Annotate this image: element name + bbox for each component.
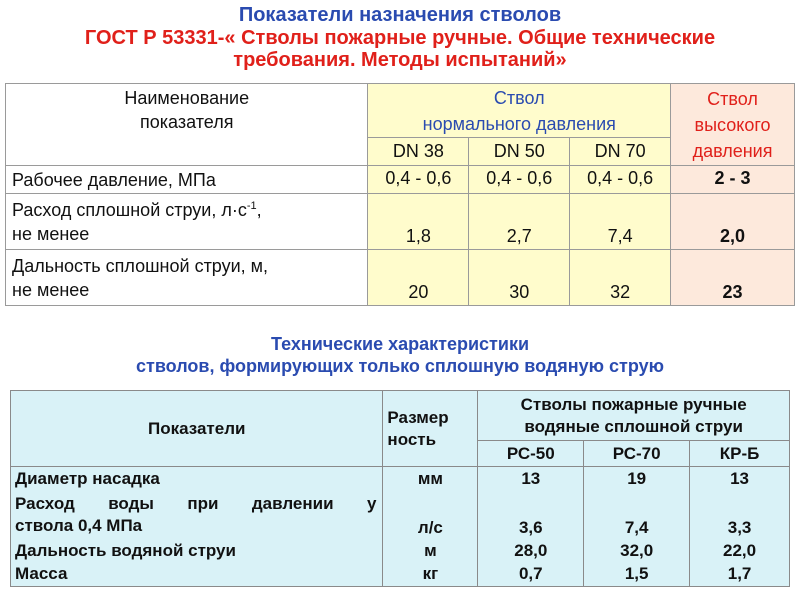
table-row — [6, 194, 795, 250]
header-name-cell — [6, 84, 368, 166]
cell-value: 0,4 - 0,6 — [469, 166, 570, 194]
header-model-rs70: РС-70 — [584, 441, 690, 467]
header-high-line-3: давления — [692, 140, 773, 161]
header-dimension-line-1: Размер — [387, 407, 449, 427]
cell-value: 2,7 — [469, 194, 570, 250]
cell-value: 32,0 — [584, 539, 690, 563]
header-dimension-line-2: ность — [387, 429, 437, 449]
cell-value: 30 — [469, 250, 570, 306]
header-normal-line-2: нормального давления — [422, 113, 616, 134]
cell-value: 7,4 — [584, 491, 690, 539]
row-label-line-2: не менее — [12, 279, 90, 300]
cell-value: 3,6 — [478, 491, 584, 539]
table-row — [6, 166, 795, 194]
header-dn-38: DN 38 — [368, 138, 469, 166]
header-high-line-2: высокого — [694, 114, 771, 135]
section-2-line-2: стволов, формирующих только сплошную водяную струю — [136, 356, 664, 376]
row-unit: м — [383, 539, 478, 563]
cell-value-high: 2,0 — [671, 194, 795, 250]
row-label: Диаметр насадка — [11, 467, 383, 491]
table-row — [11, 491, 790, 539]
title-line-2: ГОСТ Р 53331-« Стволы пожарные ручные. Общие технические — [84, 27, 716, 49]
header-normal-line-1: Ствол — [493, 87, 545, 108]
row-label — [11, 491, 383, 539]
header-indicators: Показатели — [11, 391, 383, 467]
table-row — [6, 250, 795, 306]
row-label: Дальность водяной струи — [11, 539, 383, 563]
header-normal-pressure — [368, 84, 671, 138]
cell-value: 32 — [570, 250, 671, 306]
cell-value: 1,7 — [690, 563, 790, 587]
header-dn-50: DN 50 — [469, 138, 570, 166]
table-row — [11, 539, 790, 563]
header-name-line-1: Наименование — [124, 88, 250, 108]
header-dn-70: DN 70 — [570, 138, 671, 166]
solid-jet-nozzle-table — [10, 390, 790, 587]
header-model-krb: КР-Б — [690, 441, 790, 467]
cell-value: 0,7 — [478, 563, 584, 587]
header-name-line-2: показателя — [140, 112, 234, 132]
cell-value: 13 — [690, 467, 790, 491]
nozzle-purpose-table — [5, 83, 795, 306]
header-group-line-2: водяные сплошной струи — [524, 416, 743, 436]
row-label — [6, 194, 368, 250]
header-high-line-1: Ствол — [707, 88, 758, 109]
row-unit: кг — [383, 563, 478, 587]
row-label — [6, 250, 368, 306]
cell-value: 0,4 - 0,6 — [368, 166, 469, 194]
header-dimension — [383, 391, 478, 467]
row-label-text: Расход сплошной струи, л·с — [12, 199, 247, 220]
cell-value-high: 2 - 3 — [671, 166, 795, 194]
section-2-title — [0, 333, 800, 377]
header-model-rs50: РС-50 — [478, 441, 584, 467]
row-label-superscript: -1 — [246, 199, 257, 212]
section-2-line-1: Технические характеристики — [270, 334, 530, 354]
row-unit: мм — [383, 467, 478, 491]
row-label-line-2: не менее — [12, 223, 90, 244]
row-label-line-1: Дальность сплошной струи, м, — [12, 255, 269, 276]
cell-value-high: 23 — [671, 250, 795, 306]
cell-value: 28,0 — [478, 539, 584, 563]
cell-value: 20 — [368, 250, 469, 306]
table-row — [11, 467, 790, 491]
cell-value: 7,4 — [570, 194, 671, 250]
row-label: Масса — [11, 563, 383, 587]
title-block — [0, 4, 800, 71]
row-label: Рабочее давление, МПа — [6, 166, 368, 194]
cell-value: 0,4 - 0,6 — [570, 166, 671, 194]
cell-value: 1,5 — [584, 563, 690, 587]
cell-value: 19 — [584, 467, 690, 491]
row-label-line-2: ствола 0,4 МПа — [15, 515, 143, 535]
cell-value: 13 — [478, 467, 584, 491]
title-line-1: Показатели назначения стволов — [238, 4, 562, 26]
title-line-3: требования. Методы испытаний» — [233, 49, 567, 71]
row-unit: л/с — [383, 491, 478, 539]
cell-value: 1,8 — [368, 194, 469, 250]
header-high-pressure — [671, 84, 795, 166]
header-nozzle-group — [478, 391, 790, 441]
row-label-line-1: Расход воды при давлении у — [15, 493, 377, 513]
cell-value: 22,0 — [690, 539, 790, 563]
table-row — [11, 563, 790, 587]
row-label-tail: , — [256, 199, 262, 220]
header-group-line-1: Стволы пожарные ручные — [520, 394, 747, 414]
cell-value: 3,3 — [690, 491, 790, 539]
